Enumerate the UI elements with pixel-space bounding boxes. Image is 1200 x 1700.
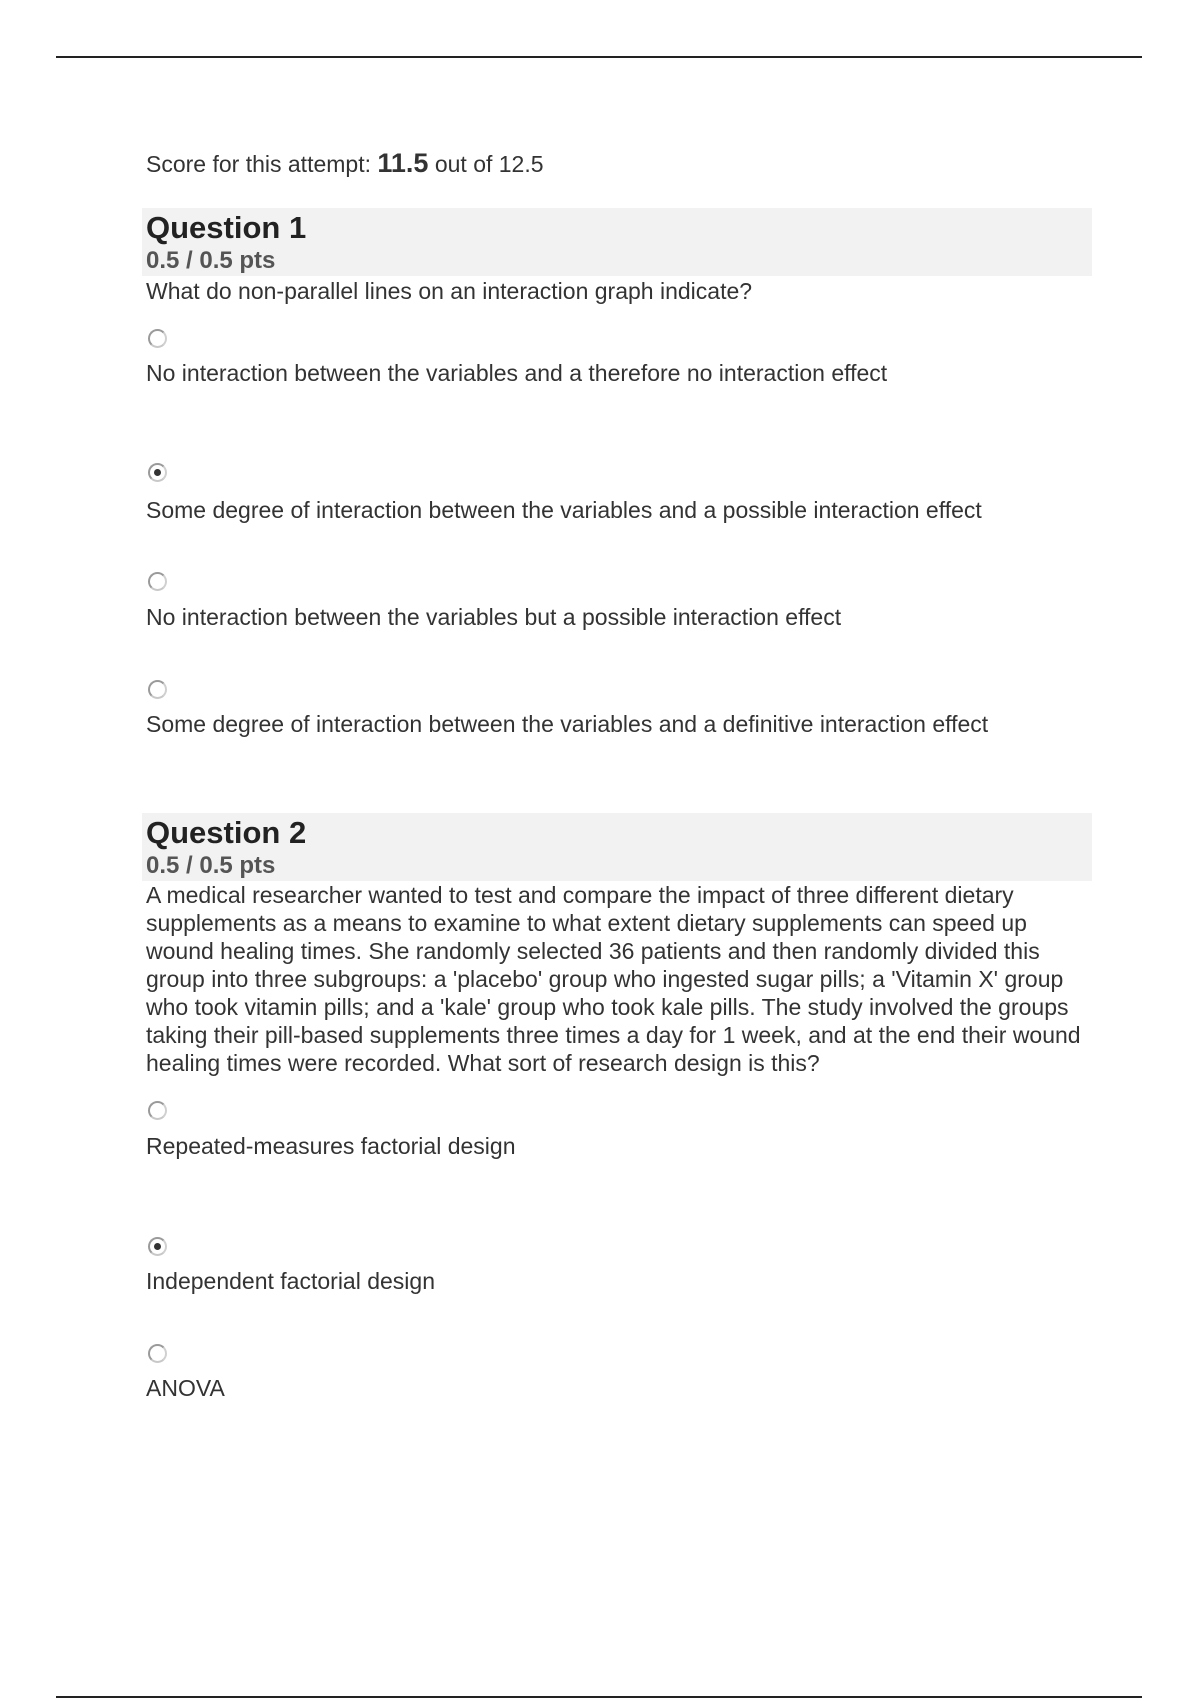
question-2-points: 0.5 / 0.5 pts: [146, 852, 276, 879]
question-1-option-3-label: No interaction between the variables but a possible interaction effect: [146, 604, 842, 630]
question-2-option-3-radio[interactable]: [148, 1344, 167, 1363]
question-1-option-1-label: No interaction between the variables and a therefore no interaction effect: [146, 360, 888, 386]
question-2-header: [142, 813, 1092, 881]
question-2-option-2-label: Independent factorial design: [146, 1268, 435, 1294]
question-1-points: 0.5 / 0.5 pts: [146, 247, 276, 274]
question-1-option-2-radio[interactable]: [148, 463, 167, 482]
question-1-option-2-label: Some degree of interaction between the variables and a possible interaction effect: [146, 497, 982, 523]
top-divider: [56, 56, 1142, 58]
question-2-option-2-radio[interactable]: [148, 1237, 167, 1256]
question-1-option-3-radio[interactable]: [148, 572, 167, 591]
attempt-score: [146, 148, 544, 179]
question-2-title: Question 2: [146, 815, 307, 850]
question-1-text: What do non-parallel lines on an interaction graph indicate?: [146, 278, 753, 304]
question-1-header: [142, 208, 1092, 276]
question-1-option-1-radio[interactable]: [148, 329, 167, 348]
question-1-option-4-label: Some degree of interaction between the variables and a definitive interaction effect: [146, 711, 989, 737]
bottom-divider: [56, 1696, 1142, 1698]
score-label: Score for this attempt:: [146, 151, 371, 177]
score-suffix: out of 12.5: [434, 151, 544, 177]
question-2-option-1-label: Repeated-measures factorial design: [146, 1133, 516, 1159]
question-2-text: A medical researcher wanted to test and compare the impact of three different dietary supplements as a means to examine to what extent dietary supplements can speed up wound healing times. She randomly selected 36 patients and then randomly divided this group into three subgroups: a 'placebo' group who ingested sugar pills; a 'Vitamin X' group who took vitamin pills; and a 'kale' group who took kale pills. The study involved the groups taking their pill-based supplements three times a day for 1 week, and at the end their wound healing times were recorded. What sort of research design is this?: [146, 882, 1081, 1076]
question-1-option-4-radio[interactable]: [148, 680, 167, 699]
question-2-option-1-radio[interactable]: [148, 1101, 167, 1120]
question-1-title: Question 1: [146, 210, 307, 245]
score-value: 11.5: [377, 148, 429, 178]
question-2-option-3-label: ANOVA: [146, 1375, 225, 1401]
